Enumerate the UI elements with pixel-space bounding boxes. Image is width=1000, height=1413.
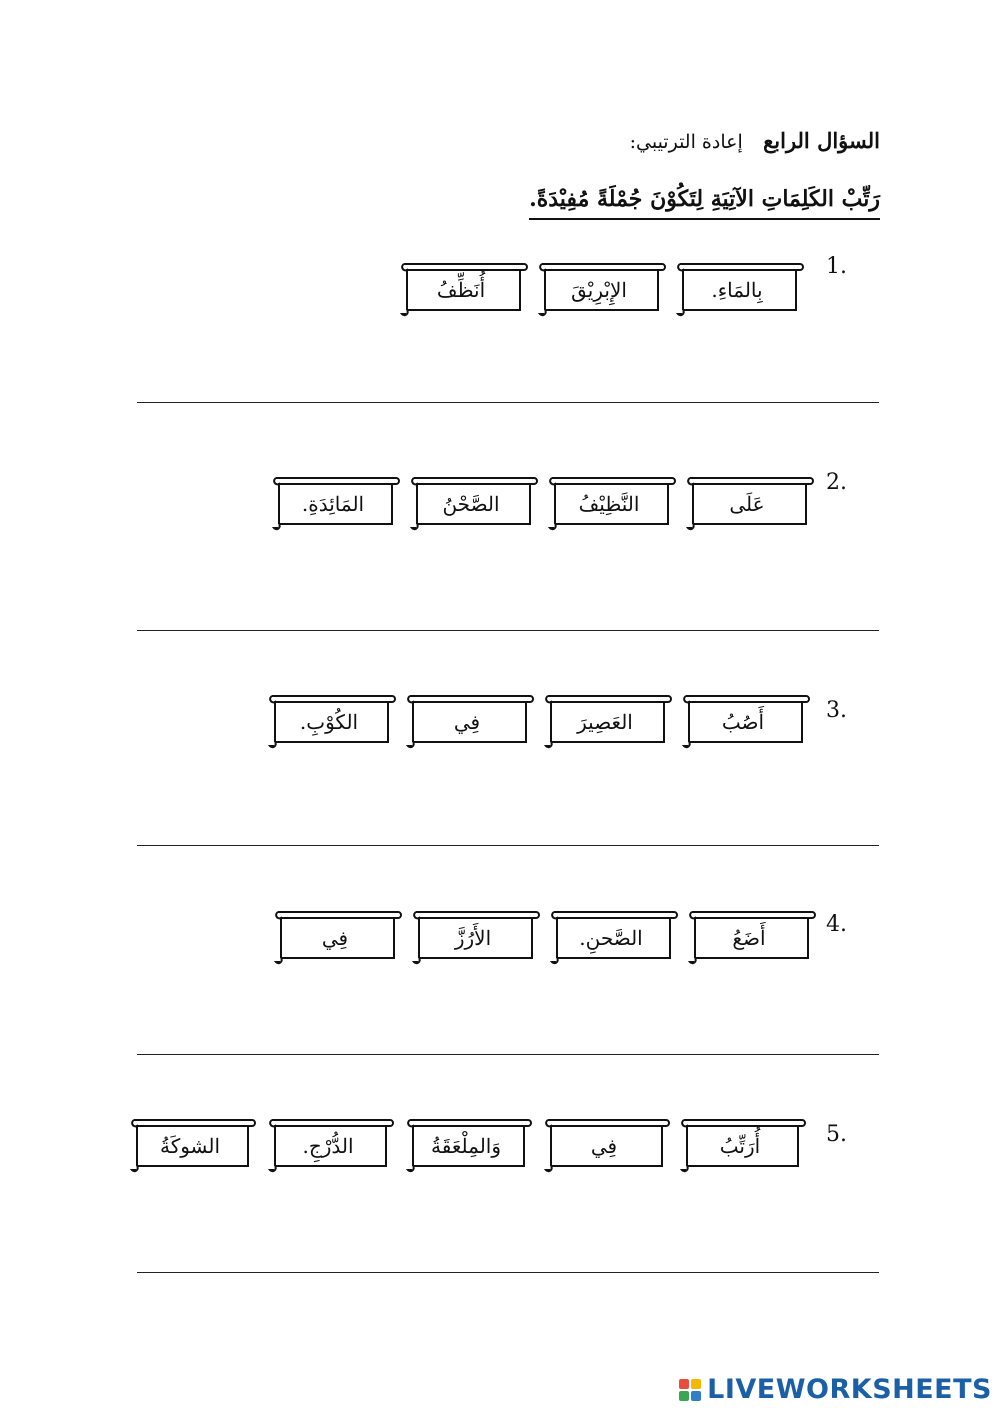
word-text: الصَّحنِ. <box>579 926 643 950</box>
liveworksheets-logo-icon <box>679 1379 701 1401</box>
word-card[interactable] <box>406 472 540 530</box>
answer-line[interactable] <box>137 845 879 846</box>
word-card[interactable] <box>672 258 806 316</box>
word-text: بِالمَاءِ. <box>711 278 763 302</box>
liveworksheets-brand <box>679 1374 992 1405</box>
word-text: عَلَى <box>729 492 765 516</box>
question-title: السؤال الرابع <box>763 128 880 153</box>
word-text: المَائِدَةِ. <box>301 492 365 516</box>
brand-name: LIVEWORKSHEETS <box>707 1374 992 1405</box>
word-card[interactable] <box>540 690 674 748</box>
question-number: 4. <box>826 912 847 937</box>
answer-line[interactable] <box>137 1272 879 1273</box>
word-text: أُنَظِّفُ <box>436 278 486 302</box>
word-text: وَالمِلْعَقَةُ <box>431 1134 501 1158</box>
word-card[interactable] <box>126 1114 258 1172</box>
word-card[interactable] <box>684 906 818 964</box>
question-number: 5. <box>826 1122 847 1147</box>
answer-line[interactable] <box>137 1054 879 1055</box>
word-text: فِي <box>590 1134 618 1158</box>
word-card[interactable] <box>270 906 404 964</box>
word-text: فِي <box>321 926 349 950</box>
word-text: النَّظِيْفُ <box>578 492 640 516</box>
answer-line[interactable] <box>137 402 879 403</box>
word-text: أَضَعُ <box>732 926 766 950</box>
word-card[interactable] <box>678 690 812 748</box>
word-card[interactable] <box>676 1114 808 1172</box>
word-card[interactable] <box>264 690 398 748</box>
worksheet-header <box>630 128 880 153</box>
answer-line[interactable] <box>137 630 879 631</box>
question-number: 3. <box>826 698 847 723</box>
word-text: العَصِيرَ <box>577 710 633 734</box>
word-card[interactable] <box>268 472 402 530</box>
word-card[interactable] <box>264 1114 396 1172</box>
word-card[interactable] <box>682 472 816 530</box>
word-text: فِي <box>453 710 481 734</box>
word-text: الصَّحْنُ <box>442 492 500 516</box>
word-card[interactable] <box>402 1114 534 1172</box>
word-card[interactable] <box>408 906 542 964</box>
word-card[interactable] <box>396 258 530 316</box>
word-card[interactable] <box>546 906 680 964</box>
word-text: الكُوْبِ. <box>299 710 359 734</box>
word-text: الشوكَةُ <box>159 1134 221 1158</box>
word-text: الدُّرْجِ. <box>302 1134 354 1158</box>
word-card[interactable] <box>544 472 678 530</box>
instruction-text: رَتِّبْ الكَلِمَاتِ الآتِيَةِ لِتَكُوْنَ جُمْلَةً مُفِيْدَةً. <box>529 186 880 220</box>
word-text: أُرَتِّبُ <box>719 1134 761 1158</box>
question-number: 2. <box>826 470 847 495</box>
word-card[interactable] <box>534 258 668 316</box>
word-text: أَصُبُ <box>721 710 765 734</box>
word-text: الإِبْرِيْقَ <box>571 278 627 302</box>
word-text: الأَرُزَّ <box>454 926 492 950</box>
word-card[interactable] <box>540 1114 672 1172</box>
question-subtitle: إعادة الترتيبي: <box>629 131 743 153</box>
question-number: 1. <box>826 254 847 279</box>
word-card[interactable] <box>402 690 536 748</box>
